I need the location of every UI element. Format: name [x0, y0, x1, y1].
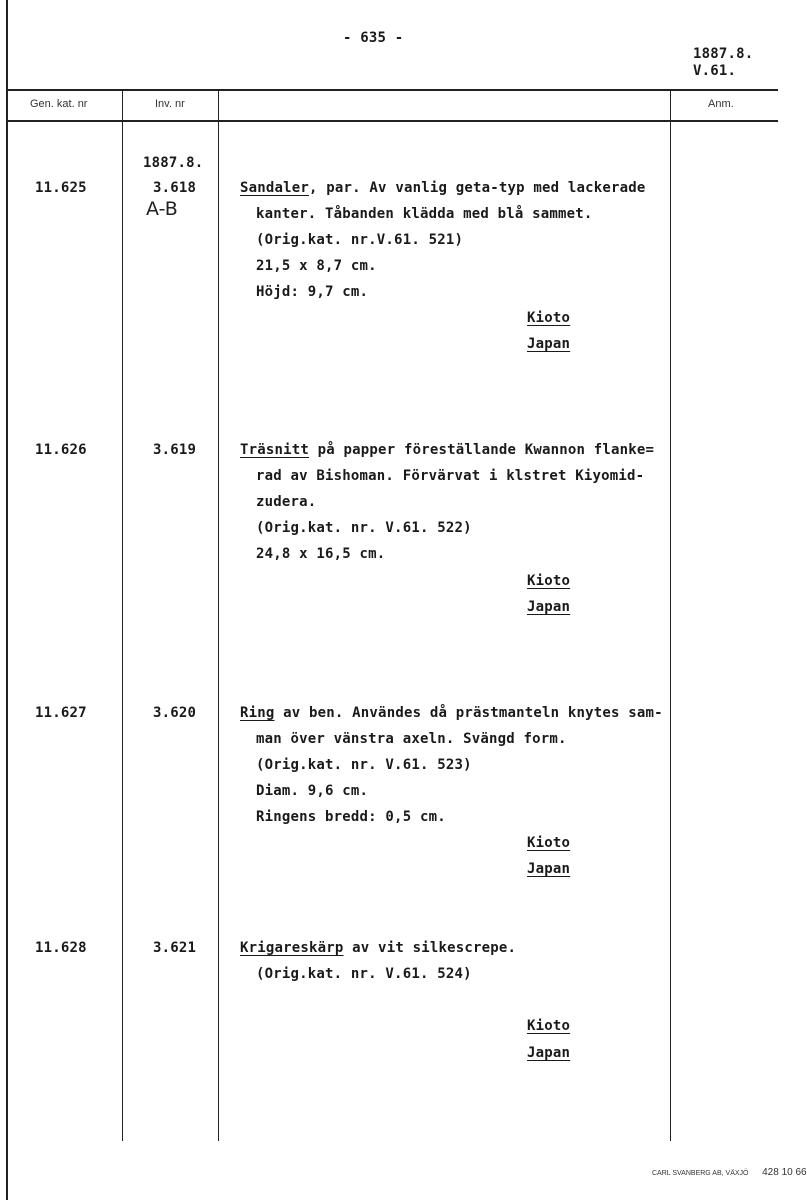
entry-gen-number: 11.627	[35, 705, 87, 721]
entry-description-line: Ringens bredd: 0,5 cm.	[256, 809, 446, 825]
entry-description-line: Höjd: 9,7 cm.	[256, 284, 369, 300]
entry-description-line	[240, 940, 516, 956]
entry-description-line: (Orig.kat. nr. V.61. 524)	[256, 966, 472, 982]
entry-description-line: Diam. 9,6 cm.	[256, 783, 369, 799]
column-divider-anm	[670, 89, 671, 1141]
entry-title-rest: på papper föreställande Kwannon flanke=	[309, 442, 655, 458]
entry-title-rest: , par. Av vanlig geta-typ med lackerade	[309, 180, 646, 196]
entry-place: Kioto	[527, 310, 571, 326]
entry-inv-number: 3.619	[153, 442, 197, 458]
entry-title-rest: av vit silkescrepe.	[343, 940, 517, 956]
entry-gen-number: 11.626	[35, 442, 87, 458]
entry-inv-handwritten-note: A-B	[146, 198, 178, 220]
entry-title: Sandaler	[240, 180, 310, 196]
entry-description-line	[240, 705, 663, 721]
entry-description-line: zudera.	[256, 494, 317, 510]
entry-description-line: 21,5 x 8,7 cm.	[256, 258, 377, 274]
entry-description-line: (Orig.kat. nr.V.61. 521)	[256, 232, 464, 248]
column-header-gen-kat: Gen. kat. nr	[30, 98, 88, 110]
entry-country: Japan	[527, 336, 571, 352]
entry-gen-number: 11.628	[35, 940, 87, 956]
entry-country: Japan	[527, 861, 571, 877]
entry-description-line	[240, 442, 654, 458]
catalog-volume: V.61.	[693, 63, 737, 79]
entry-title: Ring	[240, 705, 275, 721]
column-divider-inv	[218, 89, 219, 1141]
entry-place: Kioto	[527, 835, 571, 851]
entry-description-line: man över vänstra axeln. Svängd form.	[256, 731, 567, 747]
entry-inv-number: 3.620	[153, 705, 197, 721]
entry-description-line: rad av Bishoman. Förvärvat i klstret Kiyomid-	[256, 468, 645, 484]
entry-description-line	[240, 180, 646, 196]
catalog-date: 1887.8.	[693, 46, 754, 62]
entry-description-line: (Orig.kat. nr. V.61. 523)	[256, 757, 472, 773]
entry-description-line: 24,8 x 16,5 cm.	[256, 546, 386, 562]
form-number: 428 10 66	[762, 1167, 807, 1178]
column-header-anm: Anm.	[708, 98, 734, 110]
entry-pre-inv: 1887.8.	[143, 155, 204, 171]
entry-country: Japan	[527, 599, 571, 615]
entry-title: Träsnitt	[240, 442, 310, 458]
entry-inv-number: 3.618	[153, 180, 197, 196]
entry-description-line: (Orig.kat. nr. V.61. 522)	[256, 520, 472, 536]
printer-imprint	[652, 1160, 807, 1179]
entry-description-line: kanter. Tåbanden klädda med blå sammet.	[256, 206, 593, 222]
entry-country: Japan	[527, 1045, 571, 1061]
column-header-inv: Inv. nr	[155, 98, 185, 110]
page-number: - 635 -	[343, 30, 404, 46]
left-margin-line	[6, 0, 8, 1200]
entry-place: Kioto	[527, 573, 571, 589]
printer-name: CARL SVANBERG AB, VÄXJÖ	[652, 1170, 749, 1177]
entry-title-rest: av ben. Användes då prästmanteln knytes sam-	[274, 705, 663, 721]
entry-place: Kioto	[527, 1018, 571, 1034]
column-divider-gen	[122, 89, 123, 1141]
entry-title: Krigareskärp	[240, 940, 344, 956]
entry-gen-number: 11.625	[35, 180, 87, 196]
entry-inv-number: 3.621	[153, 940, 197, 956]
